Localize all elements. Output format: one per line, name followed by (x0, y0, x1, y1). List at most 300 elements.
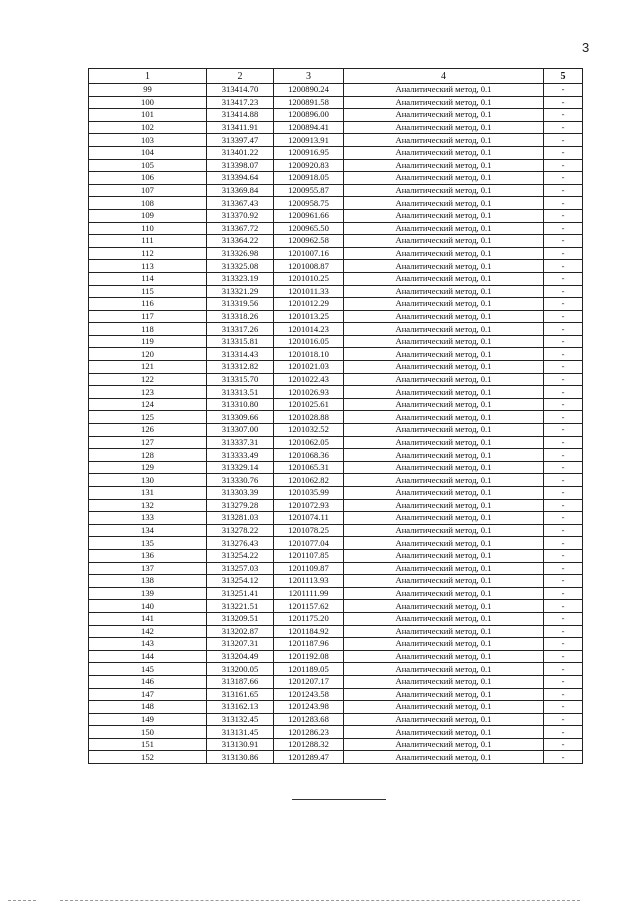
x-coordinate-cell: 313315.70 (207, 373, 274, 386)
point-number-cell: 107 (89, 184, 207, 197)
y-coordinate-cell: 1201028.88 (274, 411, 344, 424)
description-cell: - (544, 549, 583, 562)
table-row (89, 146, 583, 159)
coordinates-table (88, 68, 583, 764)
method-cell: Аналитический метод, 0.1 (344, 575, 544, 588)
table-row (89, 109, 583, 122)
point-number-cell: 132 (89, 499, 207, 512)
description-cell: - (544, 197, 583, 210)
x-coordinate-cell: 313281.03 (207, 512, 274, 525)
y-coordinate-cell: 1200955.87 (274, 184, 344, 197)
x-coordinate-cell: 313326.98 (207, 247, 274, 260)
description-cell: - (544, 726, 583, 739)
table-row (89, 398, 583, 411)
description-cell: - (544, 436, 583, 449)
y-coordinate-cell: 1201010.25 (274, 272, 344, 285)
x-coordinate-cell: 313207.31 (207, 638, 274, 651)
y-coordinate-cell: 1200962.58 (274, 235, 344, 248)
method-cell: Аналитический метод, 0.1 (344, 348, 544, 361)
x-coordinate-cell: 313367.72 (207, 222, 274, 235)
description-cell: - (544, 121, 583, 134)
method-cell: Аналитический метод, 0.1 (344, 499, 544, 512)
description-cell: - (544, 411, 583, 424)
description-cell: - (544, 751, 583, 764)
table-row (89, 272, 583, 285)
y-coordinate-cell: 1201014.23 (274, 323, 344, 336)
table-row (89, 411, 583, 424)
table-row (89, 524, 583, 537)
y-coordinate-cell: 1201192.08 (274, 650, 344, 663)
table-header-row (89, 69, 583, 84)
point-number-cell: 150 (89, 726, 207, 739)
table-row (89, 209, 583, 222)
point-number-cell: 114 (89, 272, 207, 285)
page-number: 3 (582, 40, 590, 55)
table-row (89, 84, 583, 97)
method-cell: Аналитический метод, 0.1 (344, 701, 544, 714)
table-row (89, 713, 583, 726)
y-coordinate-cell: 1201026.93 (274, 386, 344, 399)
method-cell: Аналитический метод, 0.1 (344, 109, 544, 122)
y-coordinate-cell: 1201068.36 (274, 449, 344, 462)
method-cell: Аналитический метод, 0.1 (344, 298, 544, 311)
method-cell: Аналитический метод, 0.1 (344, 323, 544, 336)
y-coordinate-cell: 1201025.61 (274, 398, 344, 411)
point-number-cell: 147 (89, 688, 207, 701)
method-cell: Аналитический метод, 0.1 (344, 159, 544, 172)
table-row (89, 562, 583, 575)
method-cell: Аналитический метод, 0.1 (344, 688, 544, 701)
point-number-cell: 134 (89, 524, 207, 537)
description-cell: - (544, 587, 583, 600)
method-cell: Аналитический метод, 0.1 (344, 738, 544, 751)
y-coordinate-cell: 1201062.82 (274, 474, 344, 487)
table-row (89, 688, 583, 701)
point-number-cell: 139 (89, 587, 207, 600)
x-coordinate-cell: 313162.13 (207, 701, 274, 714)
x-coordinate-cell: 313310.80 (207, 398, 274, 411)
table-row (89, 701, 583, 714)
table-row (89, 172, 583, 185)
x-coordinate-cell: 313131.45 (207, 726, 274, 739)
method-cell: Аналитический метод, 0.1 (344, 663, 544, 676)
point-number-cell: 136 (89, 549, 207, 562)
y-coordinate-cell: 1201007.16 (274, 247, 344, 260)
table-row (89, 159, 583, 172)
point-number-cell: 144 (89, 650, 207, 663)
point-number-cell: 133 (89, 512, 207, 525)
y-coordinate-cell: 1201243.58 (274, 688, 344, 701)
description-cell: - (544, 675, 583, 688)
x-coordinate-cell: 313251.41 (207, 587, 274, 600)
description-cell: - (544, 386, 583, 399)
table-row (89, 726, 583, 739)
description-cell: - (544, 285, 583, 298)
point-number-cell: 115 (89, 285, 207, 298)
point-number-cell: 141 (89, 612, 207, 625)
table-row (89, 235, 583, 248)
x-coordinate-cell: 313318.26 (207, 310, 274, 323)
description-cell: - (544, 537, 583, 550)
x-coordinate-cell: 313254.12 (207, 575, 274, 588)
table-row (89, 260, 583, 273)
table-row (89, 650, 583, 663)
table-row (89, 549, 583, 562)
x-coordinate-cell: 313414.88 (207, 109, 274, 122)
point-number-cell: 131 (89, 487, 207, 500)
description-cell: - (544, 612, 583, 625)
x-coordinate-cell: 313417.23 (207, 96, 274, 109)
method-cell: Аналитический метод, 0.1 (344, 285, 544, 298)
method-cell: Аналитический метод, 0.1 (344, 310, 544, 323)
description-cell: - (544, 373, 583, 386)
method-cell: Аналитический метод, 0.1 (344, 222, 544, 235)
point-number-cell: 99 (89, 84, 207, 97)
description-cell: - (544, 424, 583, 437)
point-number-cell: 148 (89, 701, 207, 714)
point-number-cell: 126 (89, 424, 207, 437)
method-cell: Аналитический метод, 0.1 (344, 121, 544, 134)
x-coordinate-cell: 313364.22 (207, 235, 274, 248)
method-cell: Аналитический метод, 0.1 (344, 84, 544, 97)
y-coordinate-cell: 1200965.50 (274, 222, 344, 235)
y-coordinate-cell: 1201032.52 (274, 424, 344, 437)
x-coordinate-cell: 313369.84 (207, 184, 274, 197)
point-number-cell: 104 (89, 146, 207, 159)
x-coordinate-cell: 313187.66 (207, 675, 274, 688)
table-row (89, 323, 583, 336)
description-cell: - (544, 713, 583, 726)
x-coordinate-cell: 313202.87 (207, 625, 274, 638)
point-number-cell: 125 (89, 411, 207, 424)
point-number-cell: 129 (89, 461, 207, 474)
table-row (89, 474, 583, 487)
x-coordinate-cell: 313397.47 (207, 134, 274, 147)
point-number-cell: 145 (89, 663, 207, 676)
table-row (89, 373, 583, 386)
point-number-cell: 152 (89, 751, 207, 764)
point-number-cell: 138 (89, 575, 207, 588)
method-cell: Аналитический метод, 0.1 (344, 726, 544, 739)
point-number-cell: 112 (89, 247, 207, 260)
method-cell: Аналитический метод, 0.1 (344, 411, 544, 424)
table-row (89, 675, 583, 688)
table-row (89, 600, 583, 613)
method-cell: Аналитический метод, 0.1 (344, 361, 544, 374)
y-coordinate-cell: 1201078.25 (274, 524, 344, 537)
column-header-point: 1 (89, 69, 207, 84)
description-cell: - (544, 335, 583, 348)
y-coordinate-cell: 1201021.03 (274, 361, 344, 374)
point-number-cell: 124 (89, 398, 207, 411)
point-number-cell: 106 (89, 172, 207, 185)
x-coordinate-cell: 313279.28 (207, 499, 274, 512)
point-number-cell: 137 (89, 562, 207, 575)
table-row (89, 575, 583, 588)
description-cell: - (544, 701, 583, 714)
point-number-cell: 142 (89, 625, 207, 638)
y-coordinate-cell: 1200918.05 (274, 172, 344, 185)
table-row (89, 361, 583, 374)
method-cell: Аналитический метод, 0.1 (344, 650, 544, 663)
y-coordinate-cell: 1200896.00 (274, 109, 344, 122)
table-row (89, 184, 583, 197)
y-coordinate-cell: 1201109.87 (274, 562, 344, 575)
description-cell: - (544, 562, 583, 575)
point-number-cell: 109 (89, 209, 207, 222)
point-number-cell: 111 (89, 235, 207, 248)
x-coordinate-cell: 313161.65 (207, 688, 274, 701)
y-coordinate-cell: 1201111.99 (274, 587, 344, 600)
y-coordinate-cell: 1201074.11 (274, 512, 344, 525)
point-number-cell: 149 (89, 713, 207, 726)
y-coordinate-cell: 1200958.75 (274, 197, 344, 210)
description-cell: - (544, 738, 583, 751)
method-cell: Аналитический метод, 0.1 (344, 373, 544, 386)
y-coordinate-cell: 1200920.83 (274, 159, 344, 172)
point-number-cell: 127 (89, 436, 207, 449)
method-cell: Аналитический метод, 0.1 (344, 436, 544, 449)
method-cell: Аналитический метод, 0.1 (344, 461, 544, 474)
point-number-cell: 105 (89, 159, 207, 172)
table-row (89, 751, 583, 764)
y-coordinate-cell: 1201113.93 (274, 575, 344, 588)
x-coordinate-cell: 313314.43 (207, 348, 274, 361)
point-number-cell: 103 (89, 134, 207, 147)
method-cell: Аналитический метод, 0.1 (344, 512, 544, 525)
description-cell: - (544, 109, 583, 122)
description-cell: - (544, 172, 583, 185)
x-coordinate-cell: 313329.14 (207, 461, 274, 474)
table-row (89, 612, 583, 625)
y-coordinate-cell: 1201016.05 (274, 335, 344, 348)
x-coordinate-cell: 313315.81 (207, 335, 274, 348)
point-number-cell: 140 (89, 600, 207, 613)
table-row (89, 499, 583, 512)
table-body (89, 84, 583, 764)
table-row (89, 386, 583, 399)
table-row (89, 625, 583, 638)
table-row (89, 663, 583, 676)
method-cell: Аналитический метод, 0.1 (344, 335, 544, 348)
method-cell: Аналитический метод, 0.1 (344, 424, 544, 437)
y-coordinate-cell: 1201008.87 (274, 260, 344, 273)
description-cell: - (544, 600, 583, 613)
y-coordinate-cell: 1201207.17 (274, 675, 344, 688)
point-number-cell: 130 (89, 474, 207, 487)
point-number-cell: 120 (89, 348, 207, 361)
y-coordinate-cell: 1201072.93 (274, 499, 344, 512)
footer-rule (60, 900, 580, 901)
table-row (89, 335, 583, 348)
y-coordinate-cell: 1201012.29 (274, 298, 344, 311)
method-cell: Аналитический метод, 0.1 (344, 398, 544, 411)
x-coordinate-cell: 313319.56 (207, 298, 274, 311)
y-coordinate-cell: 1200894.41 (274, 121, 344, 134)
description-cell: - (544, 625, 583, 638)
method-cell: Аналитический метод, 0.1 (344, 587, 544, 600)
method-cell: Аналитический метод, 0.1 (344, 134, 544, 147)
y-coordinate-cell: 1201187.96 (274, 638, 344, 651)
point-number-cell: 128 (89, 449, 207, 462)
x-coordinate-cell: 313130.86 (207, 751, 274, 764)
y-coordinate-cell: 1201035.99 (274, 487, 344, 500)
point-number-cell: 118 (89, 323, 207, 336)
method-cell: Аналитический метод, 0.1 (344, 260, 544, 273)
description-cell: - (544, 298, 583, 311)
table-row (89, 587, 583, 600)
x-coordinate-cell: 313209.51 (207, 612, 274, 625)
description-cell: - (544, 247, 583, 260)
y-coordinate-cell: 1201189.05 (274, 663, 344, 676)
table-row (89, 121, 583, 134)
end-of-table-divider (292, 799, 386, 800)
description-cell: - (544, 487, 583, 500)
method-cell: Аналитический метод, 0.1 (344, 197, 544, 210)
description-cell: - (544, 361, 583, 374)
table-row (89, 461, 583, 474)
y-coordinate-cell: 1200916.95 (274, 146, 344, 159)
table-row (89, 424, 583, 437)
description-cell: - (544, 310, 583, 323)
method-cell: Аналитический метод, 0.1 (344, 449, 544, 462)
footer-rule-left (8, 900, 36, 901)
point-number-cell: 122 (89, 373, 207, 386)
x-coordinate-cell: 313204.49 (207, 650, 274, 663)
x-coordinate-cell: 313276.43 (207, 537, 274, 550)
y-coordinate-cell: 1201062.05 (274, 436, 344, 449)
x-coordinate-cell: 313307.00 (207, 424, 274, 437)
method-cell: Аналитический метод, 0.1 (344, 713, 544, 726)
column-header-method: 4 (344, 69, 544, 84)
table-row (89, 738, 583, 751)
point-number-cell: 113 (89, 260, 207, 273)
method-cell: Аналитический метод, 0.1 (344, 524, 544, 537)
method-cell: Аналитический метод, 0.1 (344, 562, 544, 575)
description-cell: - (544, 663, 583, 676)
x-coordinate-cell: 313370.92 (207, 209, 274, 222)
point-number-cell: 108 (89, 197, 207, 210)
method-cell: Аналитический метод, 0.1 (344, 549, 544, 562)
x-coordinate-cell: 313132.45 (207, 713, 274, 726)
point-number-cell: 117 (89, 310, 207, 323)
y-coordinate-cell: 1201077.04 (274, 537, 344, 550)
description-cell: - (544, 499, 583, 512)
description-cell: - (544, 512, 583, 525)
method-cell: Аналитический метод, 0.1 (344, 751, 544, 764)
x-coordinate-cell: 313401.22 (207, 146, 274, 159)
y-coordinate-cell: 1201018.10 (274, 348, 344, 361)
y-coordinate-cell: 1201288.32 (274, 738, 344, 751)
method-cell: Аналитический метод, 0.1 (344, 209, 544, 222)
point-number-cell: 135 (89, 537, 207, 550)
x-coordinate-cell: 313398.07 (207, 159, 274, 172)
method-cell: Аналитический метод, 0.1 (344, 625, 544, 638)
description-cell: - (544, 134, 583, 147)
y-coordinate-cell: 1201013.25 (274, 310, 344, 323)
x-coordinate-cell: 313411.91 (207, 121, 274, 134)
description-cell: - (544, 222, 583, 235)
y-coordinate-cell: 1201184.92 (274, 625, 344, 638)
y-coordinate-cell: 1201243.98 (274, 701, 344, 714)
point-number-cell: 146 (89, 675, 207, 688)
description-cell: - (544, 235, 583, 248)
x-coordinate-cell: 313309.66 (207, 411, 274, 424)
table-row (89, 436, 583, 449)
description-cell: - (544, 524, 583, 537)
table-row (89, 449, 583, 462)
y-coordinate-cell: 1201107.85 (274, 549, 344, 562)
point-number-cell: 116 (89, 298, 207, 311)
method-cell: Аналитический метод, 0.1 (344, 612, 544, 625)
description-cell: - (544, 84, 583, 97)
description-cell: - (544, 272, 583, 285)
method-cell: Аналитический метод, 0.1 (344, 487, 544, 500)
table-row (89, 537, 583, 550)
x-coordinate-cell: 313317.26 (207, 323, 274, 336)
description-cell: - (544, 650, 583, 663)
description-cell: - (544, 323, 583, 336)
y-coordinate-cell: 1201175.20 (274, 612, 344, 625)
point-number-cell: 151 (89, 738, 207, 751)
method-cell: Аналитический метод, 0.1 (344, 172, 544, 185)
table-row (89, 298, 583, 311)
description-cell: - (544, 184, 583, 197)
x-coordinate-cell: 313278.22 (207, 524, 274, 537)
x-coordinate-cell: 313321.29 (207, 285, 274, 298)
table-row (89, 96, 583, 109)
description-cell: - (544, 209, 583, 222)
y-coordinate-cell: 1201157.62 (274, 600, 344, 613)
x-coordinate-cell: 313303.39 (207, 487, 274, 500)
x-coordinate-cell: 313414.70 (207, 84, 274, 97)
x-coordinate-cell: 313337.31 (207, 436, 274, 449)
y-coordinate-cell: 1201283.68 (274, 713, 344, 726)
x-coordinate-cell: 313257.03 (207, 562, 274, 575)
x-coordinate-cell: 313200.05 (207, 663, 274, 676)
description-cell: - (544, 348, 583, 361)
method-cell: Аналитический метод, 0.1 (344, 600, 544, 613)
method-cell: Аналитический метод, 0.1 (344, 638, 544, 651)
description-cell: - (544, 461, 583, 474)
point-number-cell: 101 (89, 109, 207, 122)
description-cell: - (544, 688, 583, 701)
column-header-x: 2 (207, 69, 274, 84)
x-coordinate-cell: 313130.91 (207, 738, 274, 751)
x-coordinate-cell: 313221.51 (207, 600, 274, 613)
description-cell: - (544, 474, 583, 487)
method-cell: Аналитический метод, 0.1 (344, 184, 544, 197)
column-header-description: 5 (544, 69, 583, 84)
y-coordinate-cell: 1201289.47 (274, 751, 344, 764)
table-row (89, 197, 583, 210)
y-coordinate-cell: 1200890.24 (274, 84, 344, 97)
method-cell: Аналитический метод, 0.1 (344, 235, 544, 248)
point-number-cell: 119 (89, 335, 207, 348)
column-header-y: 3 (274, 69, 344, 84)
x-coordinate-cell: 313254.22 (207, 549, 274, 562)
x-coordinate-cell: 313367.43 (207, 197, 274, 210)
table-row (89, 512, 583, 525)
y-coordinate-cell: 1200891.58 (274, 96, 344, 109)
x-coordinate-cell: 313323.19 (207, 272, 274, 285)
method-cell: Аналитический метод, 0.1 (344, 474, 544, 487)
point-number-cell: 121 (89, 361, 207, 374)
method-cell: Аналитический метод, 0.1 (344, 272, 544, 285)
x-coordinate-cell: 313330.76 (207, 474, 274, 487)
description-cell: - (544, 638, 583, 651)
point-number-cell: 123 (89, 386, 207, 399)
